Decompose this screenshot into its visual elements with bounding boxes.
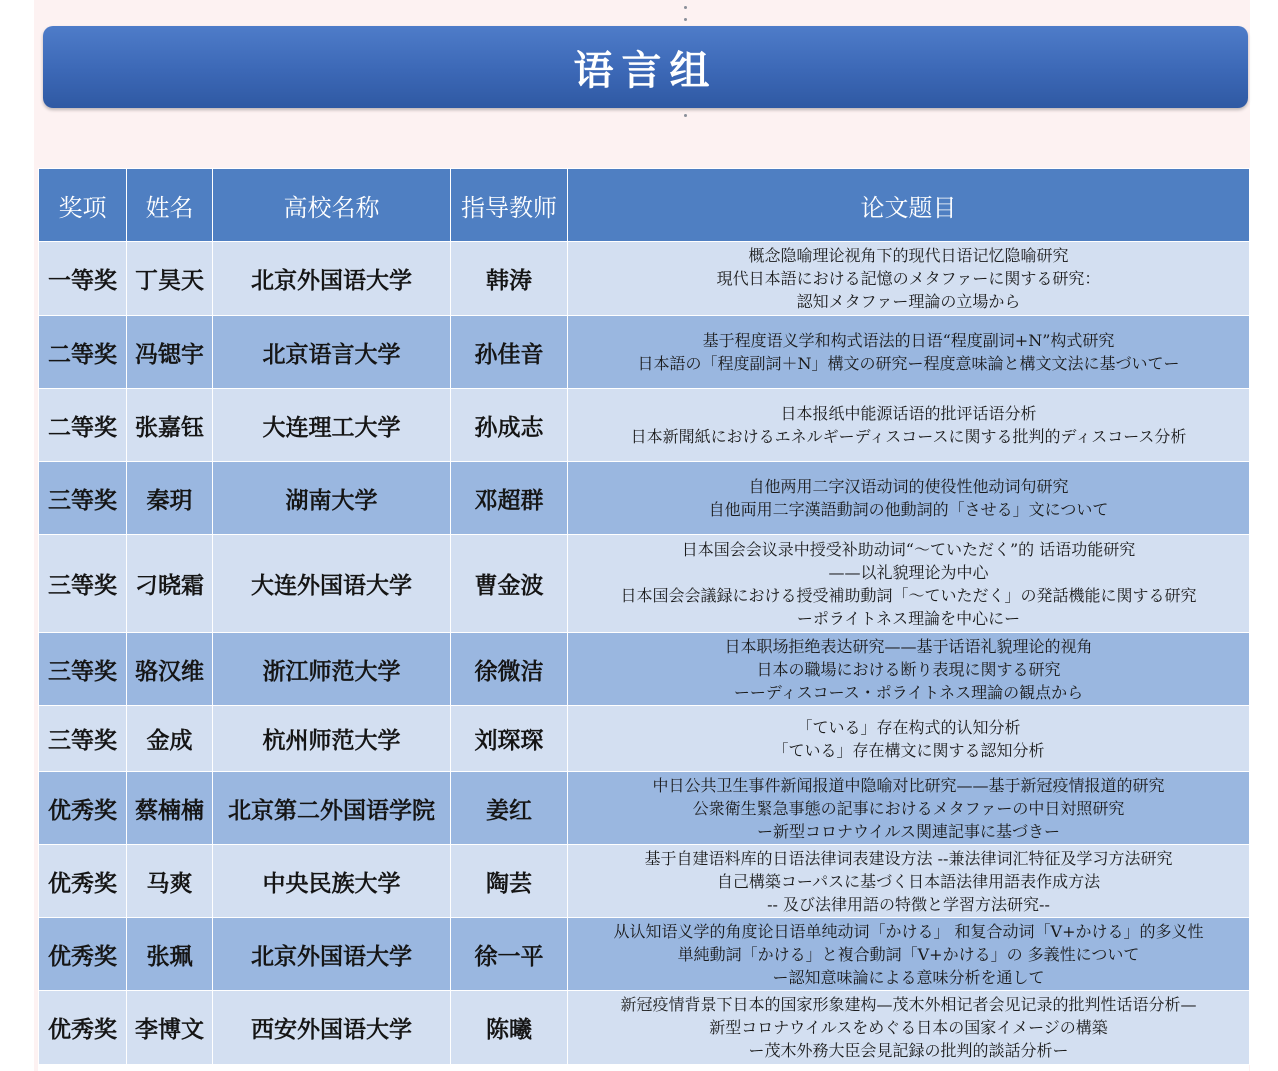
decor-dot bbox=[684, 18, 687, 21]
thesis-title-line: 日本新聞紙におけるエネルギーディスコースに関する批判的ディスコース分析 bbox=[630, 427, 1187, 446]
award-cell: 二等奖 bbox=[39, 389, 127, 462]
thesis-title-cell bbox=[568, 389, 1250, 462]
thesis-title-line: ー認知意味論による意味分析を通して bbox=[772, 967, 1045, 987]
thesis-title-line: 中日公共卫生事件新闻报道中隐喻对比研究——基于新冠疫情报道的研究 bbox=[652, 775, 1165, 795]
name-cell: 马爽 bbox=[127, 845, 213, 918]
thesis-title-cell bbox=[568, 845, 1250, 918]
thesis-title-cell bbox=[568, 316, 1250, 389]
teacher-cell: 韩涛 bbox=[451, 242, 568, 316]
school-cell: 大连外国语大学 bbox=[213, 535, 451, 633]
name-cell: 李博文 bbox=[127, 991, 213, 1065]
teacher-cell: 陶芸 bbox=[451, 845, 568, 918]
thesis-title-line: -- 及び法律用語の特徴と学習方法研究-- bbox=[767, 894, 1050, 914]
award-cell: 优秀奖 bbox=[39, 991, 127, 1065]
name-cell: 秦玥 bbox=[127, 462, 213, 535]
table-row bbox=[39, 633, 1250, 706]
teacher-cell: 徐微洁 bbox=[451, 633, 568, 706]
banner-title: 语言组 bbox=[573, 47, 718, 94]
header-school: 高校名称 bbox=[213, 169, 451, 242]
award-cell: 一等奖 bbox=[39, 242, 127, 316]
name-cell: 蔡楠楠 bbox=[127, 772, 213, 845]
thesis-title-line: 現代日本語における記憶のメタファーに関する研究： bbox=[716, 269, 1101, 288]
table-row bbox=[39, 389, 1250, 462]
table-row bbox=[39, 772, 1250, 845]
thesis-title-cell bbox=[568, 535, 1250, 633]
award-cell: 优秀奖 bbox=[39, 772, 127, 845]
teacher-cell: 曹金波 bbox=[451, 535, 568, 633]
thesis-title-line: ー茂木外務大臣会見記録の批判的談話分析ー bbox=[748, 1041, 1069, 1060]
thesis-title-line: 「ている」存在构式的认知分析 bbox=[796, 717, 1021, 737]
award-cell: 三等奖 bbox=[39, 535, 127, 633]
thesis-title-line: 日本职场拒绝表达研究——基于话语礼貌理论的视角 bbox=[724, 636, 1093, 656]
school-cell: 中央民族大学 bbox=[213, 845, 451, 918]
header-award: 奖项 bbox=[39, 169, 127, 242]
thesis-title-line: 日本报纸中能源话语的批评话语分析 bbox=[780, 404, 1037, 423]
thesis-title-cell bbox=[568, 706, 1250, 772]
thesis-title-line: ーポライトネス理論を中心にー bbox=[796, 608, 1021, 628]
header-teacher: 指导教师 bbox=[451, 169, 568, 242]
thesis-title-line: 自他両用二字漢語動詞の他動詞的「させる」文について bbox=[708, 500, 1109, 519]
teacher-cell: 陈曦 bbox=[451, 991, 568, 1065]
awards-table bbox=[38, 168, 1250, 1065]
table-body bbox=[39, 242, 1250, 1065]
decor-dot bbox=[684, 114, 687, 117]
thesis-title-line: 基于程度语义学和构式语法的日语“程度副词+N”构式研究 bbox=[702, 331, 1115, 350]
school-cell: 北京外国语大学 bbox=[213, 918, 451, 991]
name-cell: 刁晓霜 bbox=[127, 535, 213, 633]
thesis-title-line: 从认知语义学的角度论日语单纯动词「かける」 和复合动词「V+かける」的多义性 bbox=[613, 921, 1204, 941]
award-cell: 优秀奖 bbox=[39, 845, 127, 918]
thesis-title-line: 新型コロナウイルスをめぐる日本の国家イメージの構築 bbox=[709, 1018, 1108, 1037]
award-cell: 三等奖 bbox=[39, 706, 127, 772]
award-cell: 优秀奖 bbox=[39, 918, 127, 991]
awards-table-container bbox=[38, 168, 1249, 1071]
teacher-cell: 孙佳音 bbox=[451, 316, 568, 389]
school-cell: 北京外国语大学 bbox=[213, 242, 451, 316]
thesis-title-line: ーーディスコース・ポライトネス理論の観点から bbox=[733, 682, 1084, 702]
decor-dot bbox=[684, 6, 687, 9]
thesis-title-line: 基于自建语料库的日语法律词表建设方法 --兼法律词汇特征及学习方法研究 bbox=[644, 848, 1173, 868]
thesis-title-line: ——以礼貌理论为中心 bbox=[828, 562, 989, 582]
school-cell: 北京第二外国语学院 bbox=[213, 772, 451, 845]
school-cell: 浙江师范大学 bbox=[213, 633, 451, 706]
thesis-title-line: 日本の職場における断り表現に関する研究 bbox=[756, 659, 1061, 679]
table-row bbox=[39, 242, 1250, 316]
school-cell: 杭州师范大学 bbox=[213, 706, 451, 772]
school-cell: 北京语言大学 bbox=[213, 316, 451, 389]
name-cell: 张珮 bbox=[127, 918, 213, 991]
thesis-title-line: ー新型コロナウイルス関連記事に基づきー bbox=[756, 821, 1061, 841]
thesis-title-line: 公衆衛生緊急事態の記事におけるメタファーの中日対照研究 bbox=[692, 798, 1125, 818]
thesis-title-cell bbox=[568, 991, 1250, 1065]
table-header-row bbox=[39, 169, 1250, 242]
name-cell: 金成 bbox=[127, 706, 213, 772]
thesis-title-cell bbox=[568, 772, 1250, 845]
thesis-title-line: 自他两用二字汉语动词的使役性他动词句研究 bbox=[748, 477, 1069, 496]
table-row bbox=[39, 316, 1250, 389]
thesis-title-line: 認知メタファー理論の立場から bbox=[796, 292, 1021, 311]
thesis-title-cell bbox=[568, 918, 1250, 991]
name-cell: 张嘉钰 bbox=[127, 389, 213, 462]
name-cell: 骆汉维 bbox=[127, 633, 213, 706]
teacher-cell: 孙成志 bbox=[451, 389, 568, 462]
thesis-title-cell bbox=[568, 633, 1250, 706]
table-row bbox=[39, 845, 1250, 918]
school-cell: 湖南大学 bbox=[213, 462, 451, 535]
header-thesis-title: 论文题目 bbox=[568, 169, 1250, 242]
teacher-cell: 邓超群 bbox=[451, 462, 568, 535]
thesis-title-line: 単純動詞「かける」と複合動詞「V+かける」の 多義性について bbox=[677, 944, 1140, 964]
table-row bbox=[39, 706, 1250, 772]
section-banner bbox=[43, 26, 1248, 108]
award-cell: 三等奖 bbox=[39, 462, 127, 535]
name-cell: 丁昊天 bbox=[127, 242, 213, 316]
table-row bbox=[39, 535, 1250, 633]
award-cell: 二等奖 bbox=[39, 316, 127, 389]
thesis-title-line: 新冠疫情背景下日本的国家形象建构—茂木外相记者会见记录的批判性话语分析— bbox=[620, 995, 1197, 1014]
award-cell: 三等奖 bbox=[39, 633, 127, 706]
teacher-cell: 刘琛琛 bbox=[451, 706, 568, 772]
school-cell: 大连理工大学 bbox=[213, 389, 451, 462]
table-row bbox=[39, 918, 1250, 991]
name-cell: 冯锶宇 bbox=[127, 316, 213, 389]
thesis-title-line: 日本国会会議録における授受補助動詞「～ていただく」の発話機能に関する研究 bbox=[620, 585, 1197, 605]
thesis-title-line: 「ている」存在構文に関する認知分析 bbox=[772, 740, 1045, 760]
thesis-title-line: 自己構築コーパスに基づく日本語法律用語表作成方法 bbox=[716, 871, 1101, 891]
header-name: 姓名 bbox=[127, 169, 213, 242]
teacher-cell: 徐一平 bbox=[451, 918, 568, 991]
thesis-title-line: 日本国会会议录中授受补助动词“～ていただく”的 话语功能研究 bbox=[681, 539, 1136, 559]
table-row bbox=[39, 991, 1250, 1065]
thesis-title-cell bbox=[568, 242, 1250, 316]
table-row bbox=[39, 462, 1250, 535]
teacher-cell: 姜红 bbox=[451, 772, 568, 845]
thesis-title-line: 概念隐喻理论视角下的现代日语记忆隐喻研究 bbox=[748, 246, 1069, 265]
school-cell: 西安外国语大学 bbox=[213, 991, 451, 1065]
thesis-title-cell bbox=[568, 462, 1250, 535]
thesis-title-line: 日本語の「程度副詞＋N」構文の研究ー程度意味論と構文文法に基づいてー bbox=[637, 354, 1180, 373]
